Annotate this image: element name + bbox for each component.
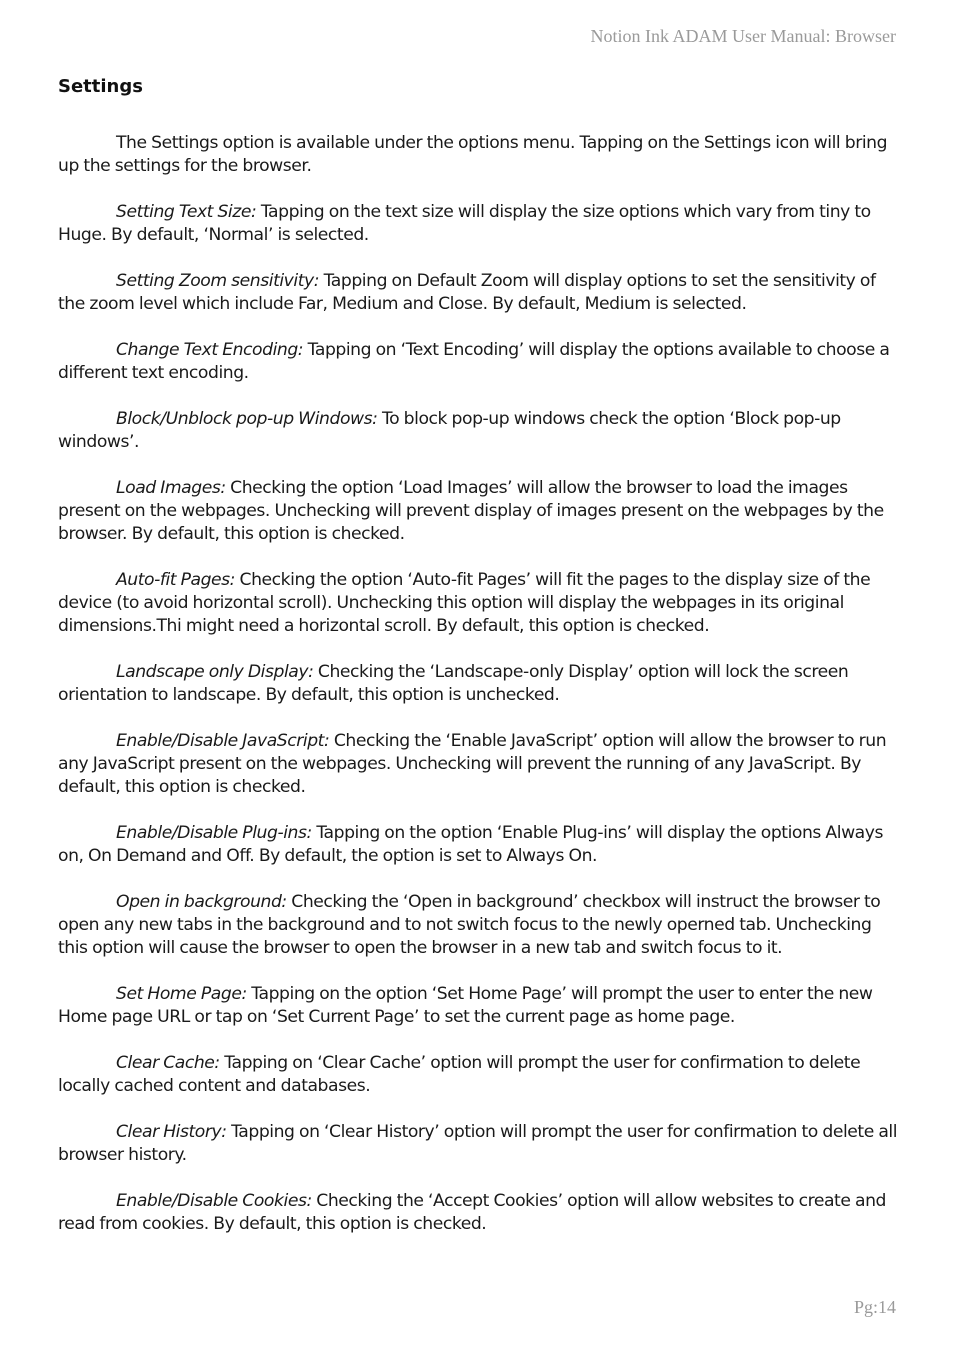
setting-description: Tapping on the option ‘Enable Plug-ins’ will display the options Always on, On Demand and Off. By default, the option is set to Always On. — [58, 823, 883, 866]
setting-term: Enable/Disable Plug-ins: — [116, 823, 312, 843]
setting-description: Tapping on ‘Clear Cache’ option will prompt the user for confirmation to delete locally cached content and databases. — [58, 1053, 861, 1096]
setting-description: Checking the ‘Landscape-only Display’ option will lock the screen orientation to landscape. By default, this option is unchecked. — [58, 662, 849, 705]
setting-term: Set Home Page: — [116, 984, 247, 1004]
setting-term: Auto-fit Pages: — [116, 570, 236, 590]
setting-description: To block pop-up windows check the option ‘Block pop-up windows’. — [58, 409, 841, 452]
setting-term: Change Text Encoding: — [116, 340, 304, 360]
setting-term: Setting Text Size: — [116, 202, 257, 222]
body-text — [58, 132, 900, 1259]
setting-popup-windows — [58, 408, 900, 454]
setting-description: Checking the ‘Open in background’ checkbox will instruct the browser to open any new tabs in the background and to not switch focus to the newly operned tab. Unchecking this option will cause the browser to open the browser in a new tab and switch focus to it. — [58, 892, 881, 958]
setting-term: Setting Zoom sensitivity: — [116, 271, 320, 291]
setting-description: Tapping on the text size will display the size options which vary from tiny to Huge. By default, ‘Normal’ is selected. — [58, 202, 871, 245]
setting-text-encoding — [58, 339, 900, 385]
section-title: Settings — [58, 76, 143, 97]
setting-text-size — [58, 201, 900, 247]
setting-description: Tapping on Default Zoom will display options to set the sensitivity of the zoom level which include Far, Medium and Close. By default, Medium is selected. — [58, 271, 876, 314]
setting-description: Tapping on ‘Clear History’ option will prompt the user for confirmation to delete all browser history. — [58, 1122, 898, 1165]
running-header: Notion Ink ADAM User Manual: Browser — [590, 26, 896, 46]
setting-auto-fit-pages — [58, 569, 900, 638]
setting-term: Landscape only Display: — [116, 662, 314, 682]
setting-term: Clear Cache: — [116, 1053, 220, 1073]
setting-term: Enable/Disable JavaScript: — [116, 731, 330, 751]
setting-term: Clear History: — [116, 1122, 227, 1142]
setting-description: Tapping on ‘Text Encoding’ will display the options available to choose a different text encoding. — [58, 340, 890, 383]
setting-term: Load Images: — [116, 478, 226, 498]
setting-open-in-background — [58, 891, 900, 960]
setting-zoom-sensitivity — [58, 270, 900, 316]
setting-clear-history — [58, 1121, 900, 1167]
setting-term: Open in background: — [116, 892, 287, 912]
setting-landscape-only — [58, 661, 900, 707]
setting-plug-ins — [58, 822, 900, 868]
setting-load-images — [58, 477, 900, 546]
setting-term: Block/Unblock pop-up Windows: — [116, 409, 378, 429]
setting-description: Checking the option ‘Auto-fit Pages’ will fit the pages to the display size of the device (to avoid horizontal scroll). Unchecking this option will display the webpages in its original dimensions.Thi might need a horizontal scroll. By default, this option is checked. — [58, 570, 871, 636]
setting-term: Enable/Disable Cookies: — [116, 1191, 312, 1211]
setting-cookies — [58, 1190, 900, 1236]
page-number: Pg:14 — [853, 1297, 896, 1317]
setting-description: Checking the ‘Accept Cookies’ option will allow websites to create and read from cookies. By default, this option is checked. — [58, 1191, 886, 1234]
setting-description: Checking the ‘Enable JavaScript’ option will allow the browser to run any JavaScript present on the webpages. Unchecking will prevent the running of any JavaScript. By default, this option is checked. — [58, 731, 887, 797]
setting-description: Checking the option ‘Load Images’ will allow the browser to load the images present on the webpages. Unchecking will prevent display of images present on the webpages by the browser. By default, this option is checked. — [58, 478, 884, 544]
setting-description: Tapping on the option ‘Set Home Page’ will prompt the user to enter the new Home page URL or tap on ‘Set Current Page’ to set the current page as home page. — [58, 984, 873, 1027]
setting-javascript — [58, 730, 900, 799]
intro-paragraph: The Settings option is available under the options menu. Tapping on the Settings icon will bring up the settings for the browser. — [58, 133, 888, 176]
setting-clear-cache — [58, 1052, 900, 1098]
setting-home-page — [58, 983, 900, 1029]
